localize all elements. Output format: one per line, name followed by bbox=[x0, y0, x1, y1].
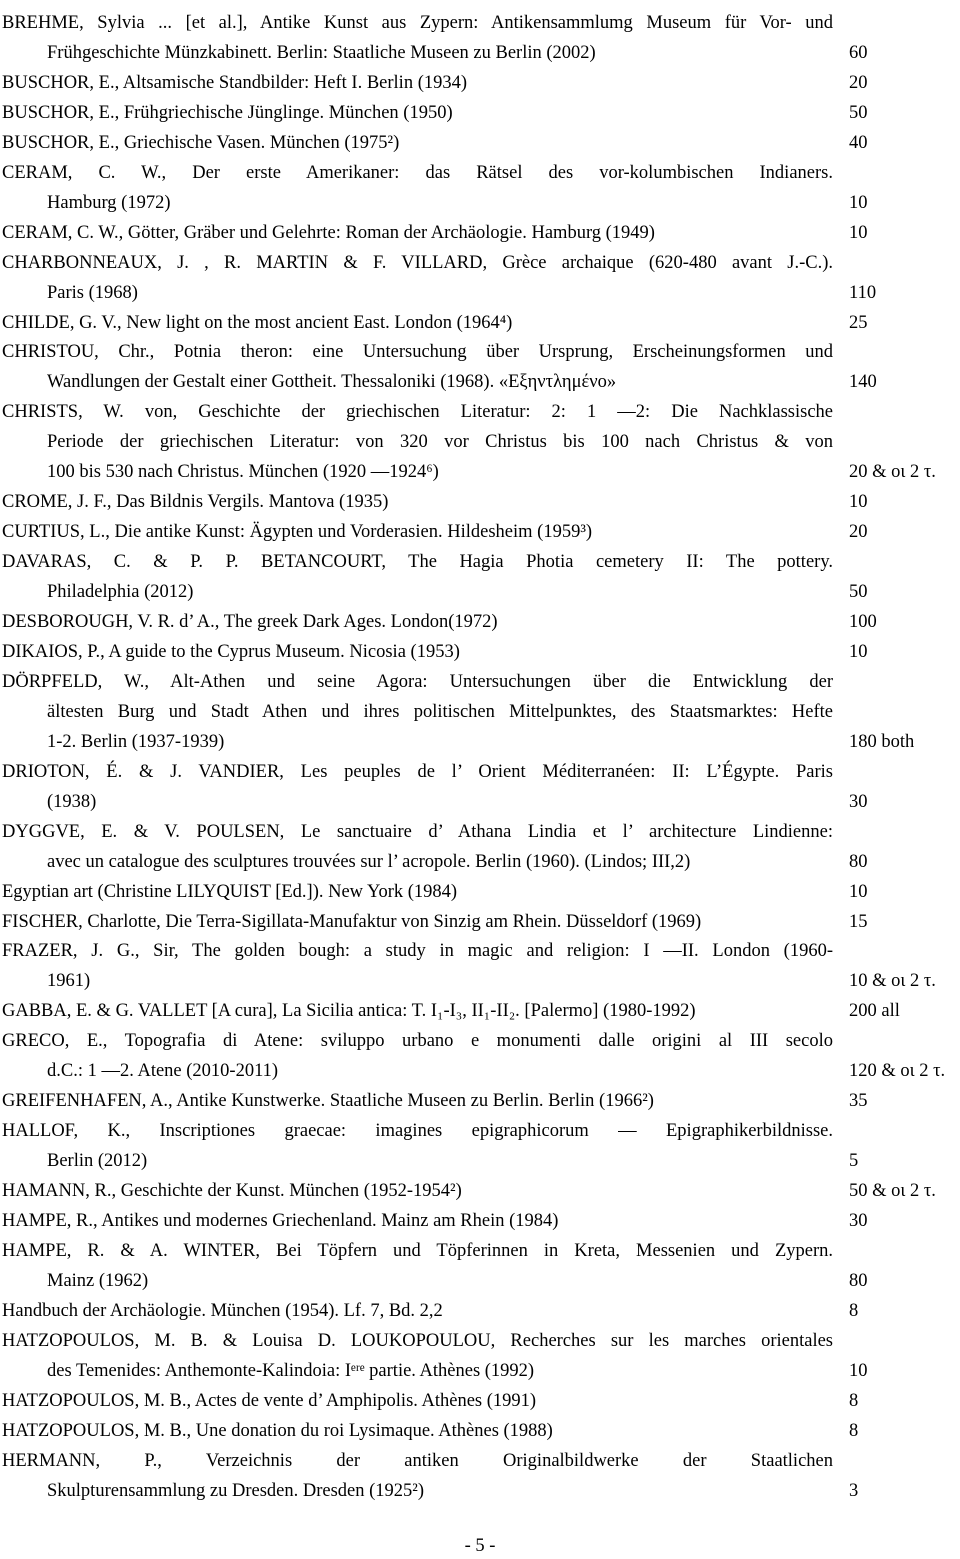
entry-line bbox=[0, 98, 960, 128]
page-number: - 5 - bbox=[464, 1536, 496, 1556]
entry-text: Frühgeschichte Münzkabinett. Berlin: Staatliche Museen zu Berlin (2002) bbox=[47, 42, 596, 63]
entry-line bbox=[0, 667, 960, 697]
entry-line bbox=[0, 487, 960, 517]
entry-price: 10 bbox=[849, 192, 868, 213]
entry-price: 20 & οι 2 τ. bbox=[849, 462, 936, 483]
entry-text: FRAZER, J. G., Sir, The golden bough: a study in magic and religion: I —II. London (1960- bbox=[2, 941, 833, 962]
entry-text: FISCHER, Charlotte, Die Terra-Sigillata-Manufaktur von Sinzig am Rhein. Düsseldorf (1969) bbox=[2, 911, 702, 932]
entry-text: Skulpturensammlung zu Dresden. Dresden (1925²) bbox=[47, 1480, 425, 1501]
entry-price: 10 bbox=[849, 222, 868, 243]
entry-price: 8 bbox=[849, 1420, 859, 1441]
entry-price: 8 bbox=[849, 1390, 859, 1411]
entry-text: HAMPE, R. & A. WINTER, Bei Töpfern und Töpferinnen in Kreta, Messenien und Zypern. bbox=[2, 1240, 833, 1261]
entry-price: 3 bbox=[849, 1480, 859, 1501]
entry-line bbox=[0, 278, 960, 308]
entry-text: Mainz (1962) bbox=[47, 1270, 149, 1291]
entry-line bbox=[0, 158, 960, 188]
entry-text: CHRISTOU, Chr., Potnia theron: eine Untersuchung über Ursprung, Erscheinungsformen und bbox=[2, 342, 833, 363]
entry-price: 180 both bbox=[849, 731, 915, 752]
entry-text: DYGGVE, E. & V. POULSEN, Le sanctuaire d’ Athana Lindia et l’ architecture Lindienne: bbox=[2, 821, 833, 842]
entry-text: HATZOPOULOS, M. B., Actes de vente d’ Amphipolis. Athènes (1991) bbox=[2, 1390, 537, 1411]
entry-line bbox=[0, 517, 960, 547]
entry-text: DESBOROUGH, V. R. d’ A., The greek Dark Ages. London(1972) bbox=[2, 612, 498, 632]
entry-price: 5 bbox=[849, 1151, 859, 1172]
entry-line bbox=[0, 577, 960, 607]
entry-price: 40 bbox=[849, 132, 868, 153]
entry-line bbox=[0, 1386, 960, 1416]
entry-text: CHILDE, G. V., New light on the most ancient East. London (1964⁴) bbox=[2, 312, 513, 333]
entry-line bbox=[0, 817, 960, 847]
entry-price: 30 bbox=[849, 791, 868, 812]
entry-line bbox=[0, 787, 960, 817]
entry-price: 80 bbox=[849, 851, 868, 872]
entry-line bbox=[0, 1296, 960, 1326]
entry-line bbox=[0, 68, 960, 98]
entry-line bbox=[0, 996, 960, 1026]
entry-line bbox=[0, 188, 960, 218]
entry-text: HATZOPOULOS, M. B. & Louisa D. LOUKOPOULOU, Recherches sur les marches orientales bbox=[2, 1330, 833, 1351]
entry-text: des Temenides: Anthemonte-Kalindoia: Iᵉʳᵉ partie. Athènes (1992) bbox=[47, 1360, 535, 1381]
entry-price: 80 bbox=[849, 1270, 868, 1291]
entry-price: 50 & οι 2 τ. bbox=[849, 1181, 936, 1202]
entry-line bbox=[0, 936, 960, 966]
entry-line bbox=[0, 1476, 960, 1506]
entry-price: 10 & οι 2 τ. bbox=[849, 971, 936, 992]
entry-price: 10 bbox=[849, 881, 868, 902]
entry-text: BUSCHOR, E., Altsamische Standbilder: Heft I. Berlin (1934) bbox=[2, 72, 468, 93]
entry-price: 20 bbox=[849, 72, 868, 93]
entry-text: CERAM, C. W., Der erste Amerikaner: das Rätsel des vor-kolumbischen Indianers. bbox=[2, 162, 833, 183]
entry-price: 35 bbox=[849, 1091, 868, 1112]
entry-price: 25 bbox=[849, 312, 868, 333]
entry-line bbox=[0, 877, 960, 907]
entry-text: avec un catalogue des sculptures trouvées sur l’ acropole. Berlin (1960). (Lindos; III,2) bbox=[47, 851, 691, 872]
entry-line bbox=[0, 1026, 960, 1056]
entry-text: Handbuch der Archäologie. München (1954). Lf. 7, Bd. 2,2 bbox=[2, 1300, 443, 1321]
entry-line bbox=[0, 907, 960, 937]
entry-text: HALLOF, K., Inscriptiones graecae: imagines epigraphicorum — Epigraphikerbildnisse. bbox=[2, 1121, 833, 1142]
entry-line bbox=[0, 607, 960, 637]
entry-line bbox=[0, 757, 960, 787]
entry-text: GRECO, E., Topografia di Atene: sviluppo urbano e monumenti dalle origini al III secolo bbox=[2, 1031, 833, 1052]
entry-text: DIKAIOS, P., A guide to the Cyprus Museum. Nicosia (1953) bbox=[2, 641, 460, 662]
entry-price: 10 bbox=[849, 492, 868, 513]
entry-text: Berlin (2012) bbox=[47, 1151, 148, 1172]
entry-text: BUSCHOR, E., Griechische Vasen. München (1975²) bbox=[2, 132, 400, 153]
entry-text: CHRISTS, W. von, Geschichte der griechischen Literatur: 2: 1 —2: Die Nachklassische bbox=[2, 402, 833, 423]
entry-price: 20 bbox=[849, 522, 868, 543]
entry-line bbox=[0, 427, 960, 457]
entry-line bbox=[0, 1206, 960, 1236]
entry-line bbox=[0, 697, 960, 727]
entry-price: 120 & οι 2 τ. bbox=[849, 1061, 946, 1082]
entry-line bbox=[0, 966, 960, 996]
entry-text: HAMPE, R., Antikes und modernes Griechenland. Mainz am Rhein (1984) bbox=[2, 1211, 559, 1231]
entry-price: 140 bbox=[849, 372, 877, 393]
entry-line bbox=[0, 248, 960, 278]
entry-line bbox=[0, 1056, 960, 1086]
entry-text: DAVARAS, C. & P. P. BETANCOURT, The Hagia Photia cemetery II: The pottery. bbox=[2, 552, 833, 573]
entry-text: 1961) bbox=[47, 971, 91, 992]
entry-line bbox=[0, 1086, 960, 1116]
entry-line bbox=[0, 38, 960, 68]
entry-text: HERMANN, P., Verzeichnis der antiken Originalbildwerke der Staatlichen bbox=[2, 1450, 833, 1471]
entry-text: 1-2. Berlin (1937-1939) bbox=[47, 731, 225, 752]
entry-line bbox=[0, 1446, 960, 1476]
entry-text: CERAM, C. W., Götter, Gräber und Gelehrte: Roman der Archäologie. Hamburg (1949) bbox=[2, 222, 655, 243]
entry-line bbox=[0, 128, 960, 158]
entry-price: 10 bbox=[849, 641, 868, 662]
entry-line bbox=[0, 1236, 960, 1266]
entry-text: GABBA, E. & G. VALLET [A cura], La Sicilia antica: T. I₁-I₃, II₁-II₂. [Palermo] (1980-1992) bbox=[2, 1001, 696, 1022]
entry-price: 50 bbox=[849, 582, 868, 603]
entry-text: d.C.: 1 —2. Atene (2010-2011) bbox=[47, 1061, 279, 1082]
entry-line bbox=[0, 1176, 960, 1206]
entry-price: 60 bbox=[849, 42, 868, 63]
entry-price: 200 all bbox=[849, 1001, 900, 1022]
entry-text: CROME, J. F., Das Bildnis Vergils. Mantova (1935) bbox=[2, 492, 389, 513]
entry-text: Egyptian art (Christine LILYQUIST [Ed.]). New York (1984) bbox=[2, 881, 458, 902]
entry-price: 10 bbox=[849, 1360, 868, 1381]
entry-text: Paris (1968) bbox=[47, 282, 138, 303]
entry-line bbox=[0, 727, 960, 757]
entry-line bbox=[0, 1116, 960, 1146]
entry-line bbox=[0, 308, 960, 338]
entry-text: CHARBONNEAUX, J. , R. MARTIN & F. VILLARD, Grèce archaique (620-480 avant J.-C.). bbox=[2, 252, 833, 273]
entry-line bbox=[0, 218, 960, 248]
entry-text: HATZOPOULOS, M. B., Une donation du roi Lysimaque. Athènes (1988) bbox=[2, 1420, 553, 1441]
entry-text: HAMANN, R., Geschichte der Kunst. München (1952-1954²) bbox=[2, 1181, 462, 1202]
entry-text: Wandlungen der Gestalt einer Gottheit. Thessaloniki (1968). «Εξηντλημένο» bbox=[47, 372, 617, 393]
entry-price: 110 bbox=[849, 282, 877, 303]
entry-line bbox=[0, 847, 960, 877]
entry-price: 8 bbox=[849, 1300, 859, 1321]
entry-line bbox=[0, 1146, 960, 1176]
entry-text: (1938) bbox=[47, 791, 97, 812]
entry-text: Hamburg (1972) bbox=[47, 192, 171, 213]
entry-price: 15 bbox=[849, 911, 868, 932]
entry-text: GREIFENHAFEN, A., Antike Kunstwerke. Staatliche Museen zu Berlin. Berlin (1966²) bbox=[2, 1091, 654, 1112]
entry-text: Periode der griechischen Literatur: von 320 vor Christus bis 100 nach Christus & von bbox=[47, 432, 833, 453]
entry-line bbox=[0, 1356, 960, 1386]
entry-text: 100 bis 530 nach Christus. München (1920 —1924⁶) bbox=[47, 462, 439, 483]
entry-line bbox=[0, 397, 960, 427]
entry-text: CURTIUS, L., Die antike Kunst: Ägypten und Vorderasien. Hildesheim (1959³) bbox=[2, 522, 593, 543]
entry-text: DÖRPFELD, W., Alt-Athen und seine Agora: Untersuchungen über die Entwicklung der bbox=[2, 671, 833, 692]
entry-price: 50 bbox=[849, 102, 868, 123]
entry-line bbox=[0, 1416, 960, 1446]
entry-text: DRIOTON, É. & J. VANDIER, Les peuples de l’ Orient Méditerranéen: II: L’Égypte. Paris bbox=[2, 761, 833, 782]
entry-line bbox=[0, 337, 960, 367]
entry-text: BREHME, Sylvia ... [et al.], Antike Kunst aus Zypern: Antikensammlumg Museum für Vor- und bbox=[2, 13, 833, 33]
entry-text: Philadelphia (2012) bbox=[47, 582, 194, 603]
entry-text: BUSCHOR, E., Frühgriechische Jünglinge. München (1950) bbox=[2, 102, 453, 123]
entry-line bbox=[0, 367, 960, 397]
entry-line bbox=[0, 1326, 960, 1356]
entry-line bbox=[0, 8, 960, 38]
entry-line bbox=[0, 1266, 960, 1296]
entry-line bbox=[0, 637, 960, 667]
entry-line bbox=[0, 457, 960, 487]
entry-price: 100 bbox=[849, 612, 877, 632]
entry-line bbox=[0, 547, 960, 577]
entry-price: 30 bbox=[849, 1211, 868, 1231]
entry-text: ältesten Burg und Stadt Athen und ihres politischen Mittelpunktes, des Staatsmarktes: Hefte bbox=[47, 701, 833, 722]
